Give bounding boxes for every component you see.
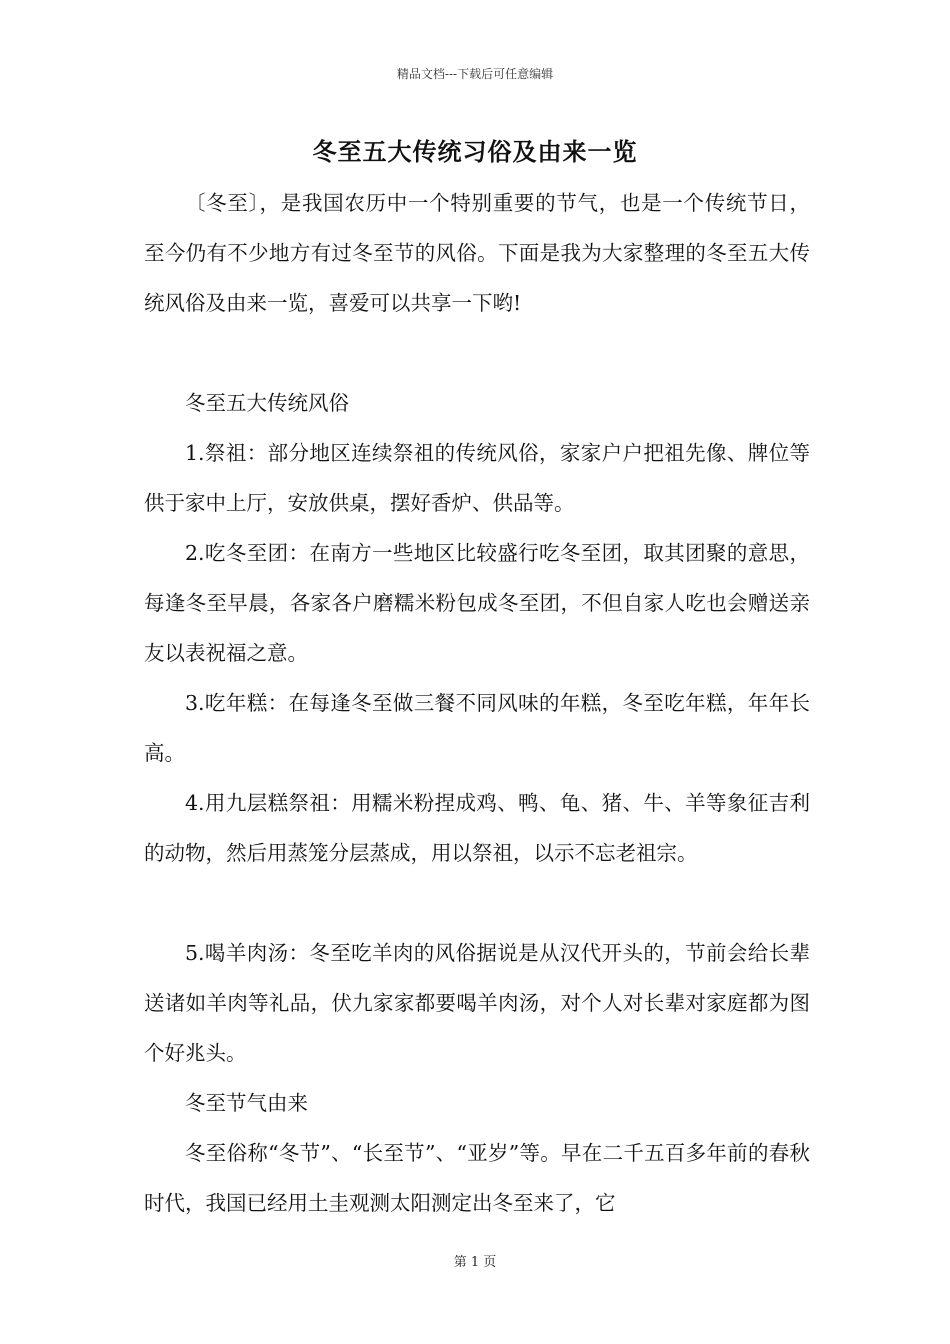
custom-item-2: 2.吃冬至团：在南方一些地区比较盛行吃冬至团，取其团聚的意思，每逢冬至早晨，各家各户磨糯米粉包成冬至团，不但自家人吃也会赠送亲友以表祝福之意。	[144, 541, 810, 665]
page-header: 精品文档---下载后可任意编辑	[396, 67, 554, 81]
page-number: 第 1 页	[453, 1255, 497, 1270]
section-heading-origin: 冬至节气由来	[185, 1091, 308, 1115]
custom-item-1: 1.祭祖：部分地区连续祭祖的传统风俗，家家户户把祖先像、牌位等供于家中上厅，安放供桌，摆好香炉、供品等。	[144, 441, 810, 515]
intro-paragraph: 〔冬至〕，是我国农历中一个特别重要的节气，也是一个传统节日，至今仍有不少地方有过冬至节的风俗。下面是我为大家整理的冬至五大传统风俗及由来一览，喜爱可以共享一下哟!	[144, 191, 810, 315]
blank-line	[144, 878, 810, 928]
section-heading-customs: 冬至五大传统风俗	[185, 391, 349, 415]
document-title: 冬至五大传统习俗及由来一览	[312, 137, 638, 166]
origin-paragraph: 冬至俗称“冬节”、“长至节”、“亚岁”等。早在二千五百多年前的春秋时代，我国已经用土圭观测太阳测定出冬至来了，它	[144, 1141, 810, 1215]
custom-item-4: 4.用九层糕祭祖：用糯米粉捏成鸡、鸭、龟、猪、牛、羊等象征吉利的动物，然后用蒸笼分层蒸成，用以祭祖，以示不忘老祖宗。	[144, 791, 810, 865]
blank-line	[144, 328, 810, 378]
custom-item-3: 3.吃年糕：在每逢冬至做三餐不同风味的年糕，冬至吃年糕，年年长高。	[144, 691, 810, 765]
custom-item-5: 5.喝羊肉汤：冬至吃羊肉的风俗据说是从汉代开头的，节前会给长辈送诸如羊肉等礼品，伏九家家都要喝羊肉汤，对个人对长辈对家庭都为图个好兆头。	[144, 941, 810, 1065]
document-body	[144, 178, 810, 1228]
